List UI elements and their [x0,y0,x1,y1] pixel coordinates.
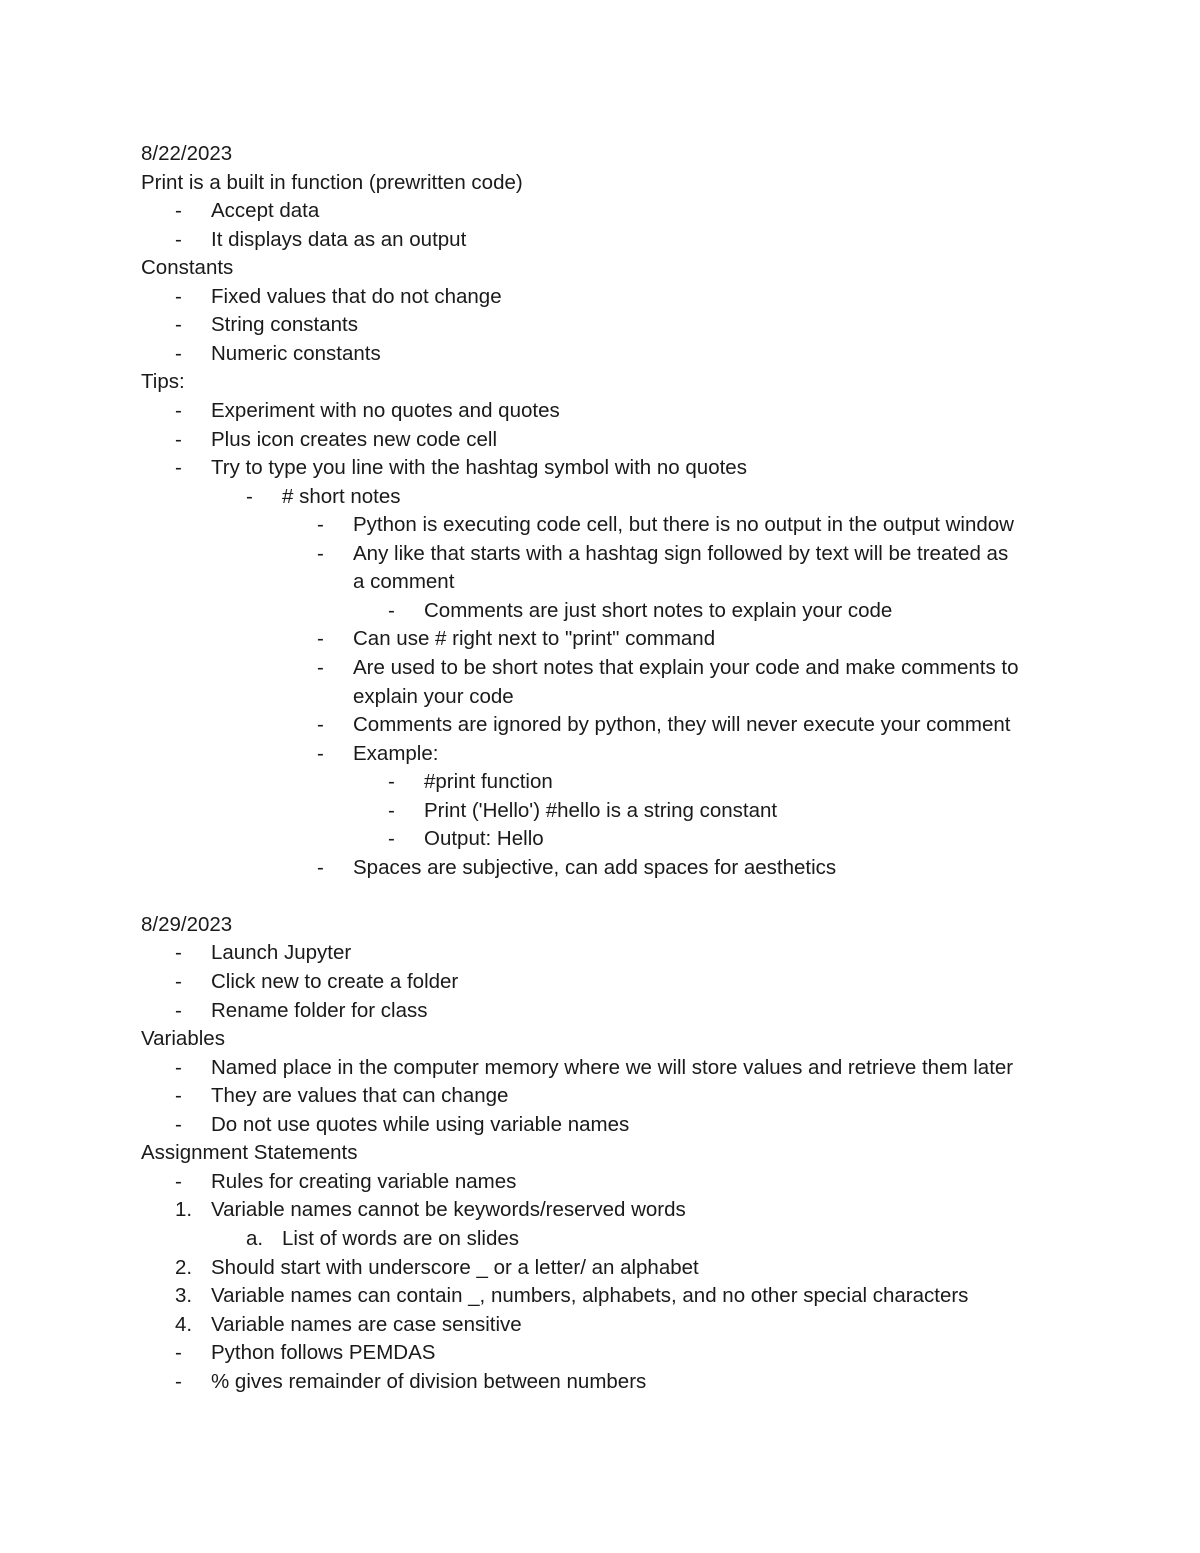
list-bullet: - [175,313,182,337]
list-bullet: - [388,798,395,822]
list-item-text: Can use # right next to "print" command [353,627,716,651]
list-bullet: - [317,741,324,765]
list-item-text: Comments are ignored by python, they will never execute your comment [353,713,1011,736]
list-bullet: - [175,1084,182,1108]
list-item-text: Launch Jupyter [211,941,352,965]
list-bullet: - [317,627,324,651]
list-number: 2. [175,1255,193,1279]
list-item-text: List of words are on slides [282,1226,520,1250]
list-bullet: - [175,1341,182,1365]
list-item-text: They are values that can change [211,1084,509,1108]
list-item-text: Variable names are case sensitive [211,1312,522,1336]
list-item-text: Numeric constants [211,341,381,365]
list-bullet: - [175,427,182,451]
heading-text: Constants [141,256,234,280]
list-bullet: - [388,598,395,622]
list-item-text: Any like that starts with a hashtag sign followed by text will be treated as [353,541,1009,565]
list-item-text: Spaces are subjective, can add spaces for aesthetics [353,855,837,879]
list-item-text: Print ('Hello') #hello is a string constant [424,798,778,822]
list-bullet: - [175,1169,182,1193]
list-item-text: Fixed values that do not change [211,284,502,308]
list-number: 4. [175,1312,193,1336]
list-item-text: # short notes [282,484,401,508]
list-item-text: String constants [211,313,358,337]
list-item-text: Variable names can contain _, numbers, alphabets, and no other special characters [211,1284,969,1307]
list-item-text: Try to type you line with the hashtag symbol with no quotes [211,456,747,480]
list-bullet: - [175,941,182,965]
list-bullet: - [317,541,324,565]
list-item-text: Rules for creating variable names [211,1169,517,1193]
list-bullet: - [175,227,182,251]
list-bullet: - [175,284,182,308]
list-item-text: a comment [353,570,455,594]
list-item-text: #print function [424,770,553,794]
list-item-text: Accept data [211,199,320,223]
list-number: a. [246,1226,264,1250]
list-bullet: - [317,855,324,879]
list-item-text: Are used to be short notes that explain your code and make comments to [353,655,1019,679]
list-bullet: - [388,827,395,851]
list-bullet: - [246,484,253,508]
list-item-text: Example: [353,741,439,765]
list-bullet: - [175,398,182,422]
list-item-text: explain your code [353,684,514,708]
list-bullet: - [175,1369,182,1393]
list-item-text: % gives remainder of division between numbers [211,1369,647,1393]
list-item-text: Python follows PEMDAS [211,1341,436,1365]
list-item-text: Click new to create a folder [211,970,459,993]
list-item-text: Rename folder for class [211,998,428,1022]
list-bullet: - [175,199,182,223]
heading-text: Print is a built in function (prewritten code) [141,170,523,194]
list-item-text: Experiment with no quotes and quotes [211,398,560,422]
list-bullet: - [175,998,182,1022]
list-bullet: - [175,970,182,993]
list-bullet: - [175,1055,182,1079]
list-item-text: Output: Hello [424,827,544,851]
list-bullet: - [317,655,324,679]
list-item-text: Comments are just short notes to explain your code [424,598,893,622]
heading-text: 8/22/2023 [141,142,233,165]
list-bullet: - [175,456,182,480]
list-bullet: - [175,341,182,365]
list-number: 3. [175,1284,193,1307]
heading-text: 8/29/2023 [141,912,233,936]
list-item-text: Variable names cannot be keywords/reserved words [211,1198,686,1222]
list-item-text: Plus icon creates new code cell [211,427,498,451]
heading-text: Tips: [141,370,185,394]
list-number: 1. [175,1198,193,1222]
list-item-text: Python is executing code cell, but there is no output in the output window [353,513,1014,537]
heading-text: Assignment Statements [141,1141,358,1165]
list-bullet: - [388,770,395,794]
list-item-text: Named place in the computer memory where we will store values and retrieve them later [211,1055,1014,1079]
list-bullet: - [317,513,324,537]
list-bullet: - [317,713,324,736]
list-item-text: It displays data as an output [211,227,467,251]
list-item-text: Do not use quotes while using variable names [211,1112,630,1136]
heading-text: Variables [141,1027,225,1051]
list-item-text: Should start with underscore _ or a letter/ an alphabet [211,1255,699,1279]
list-bullet: - [175,1112,182,1136]
